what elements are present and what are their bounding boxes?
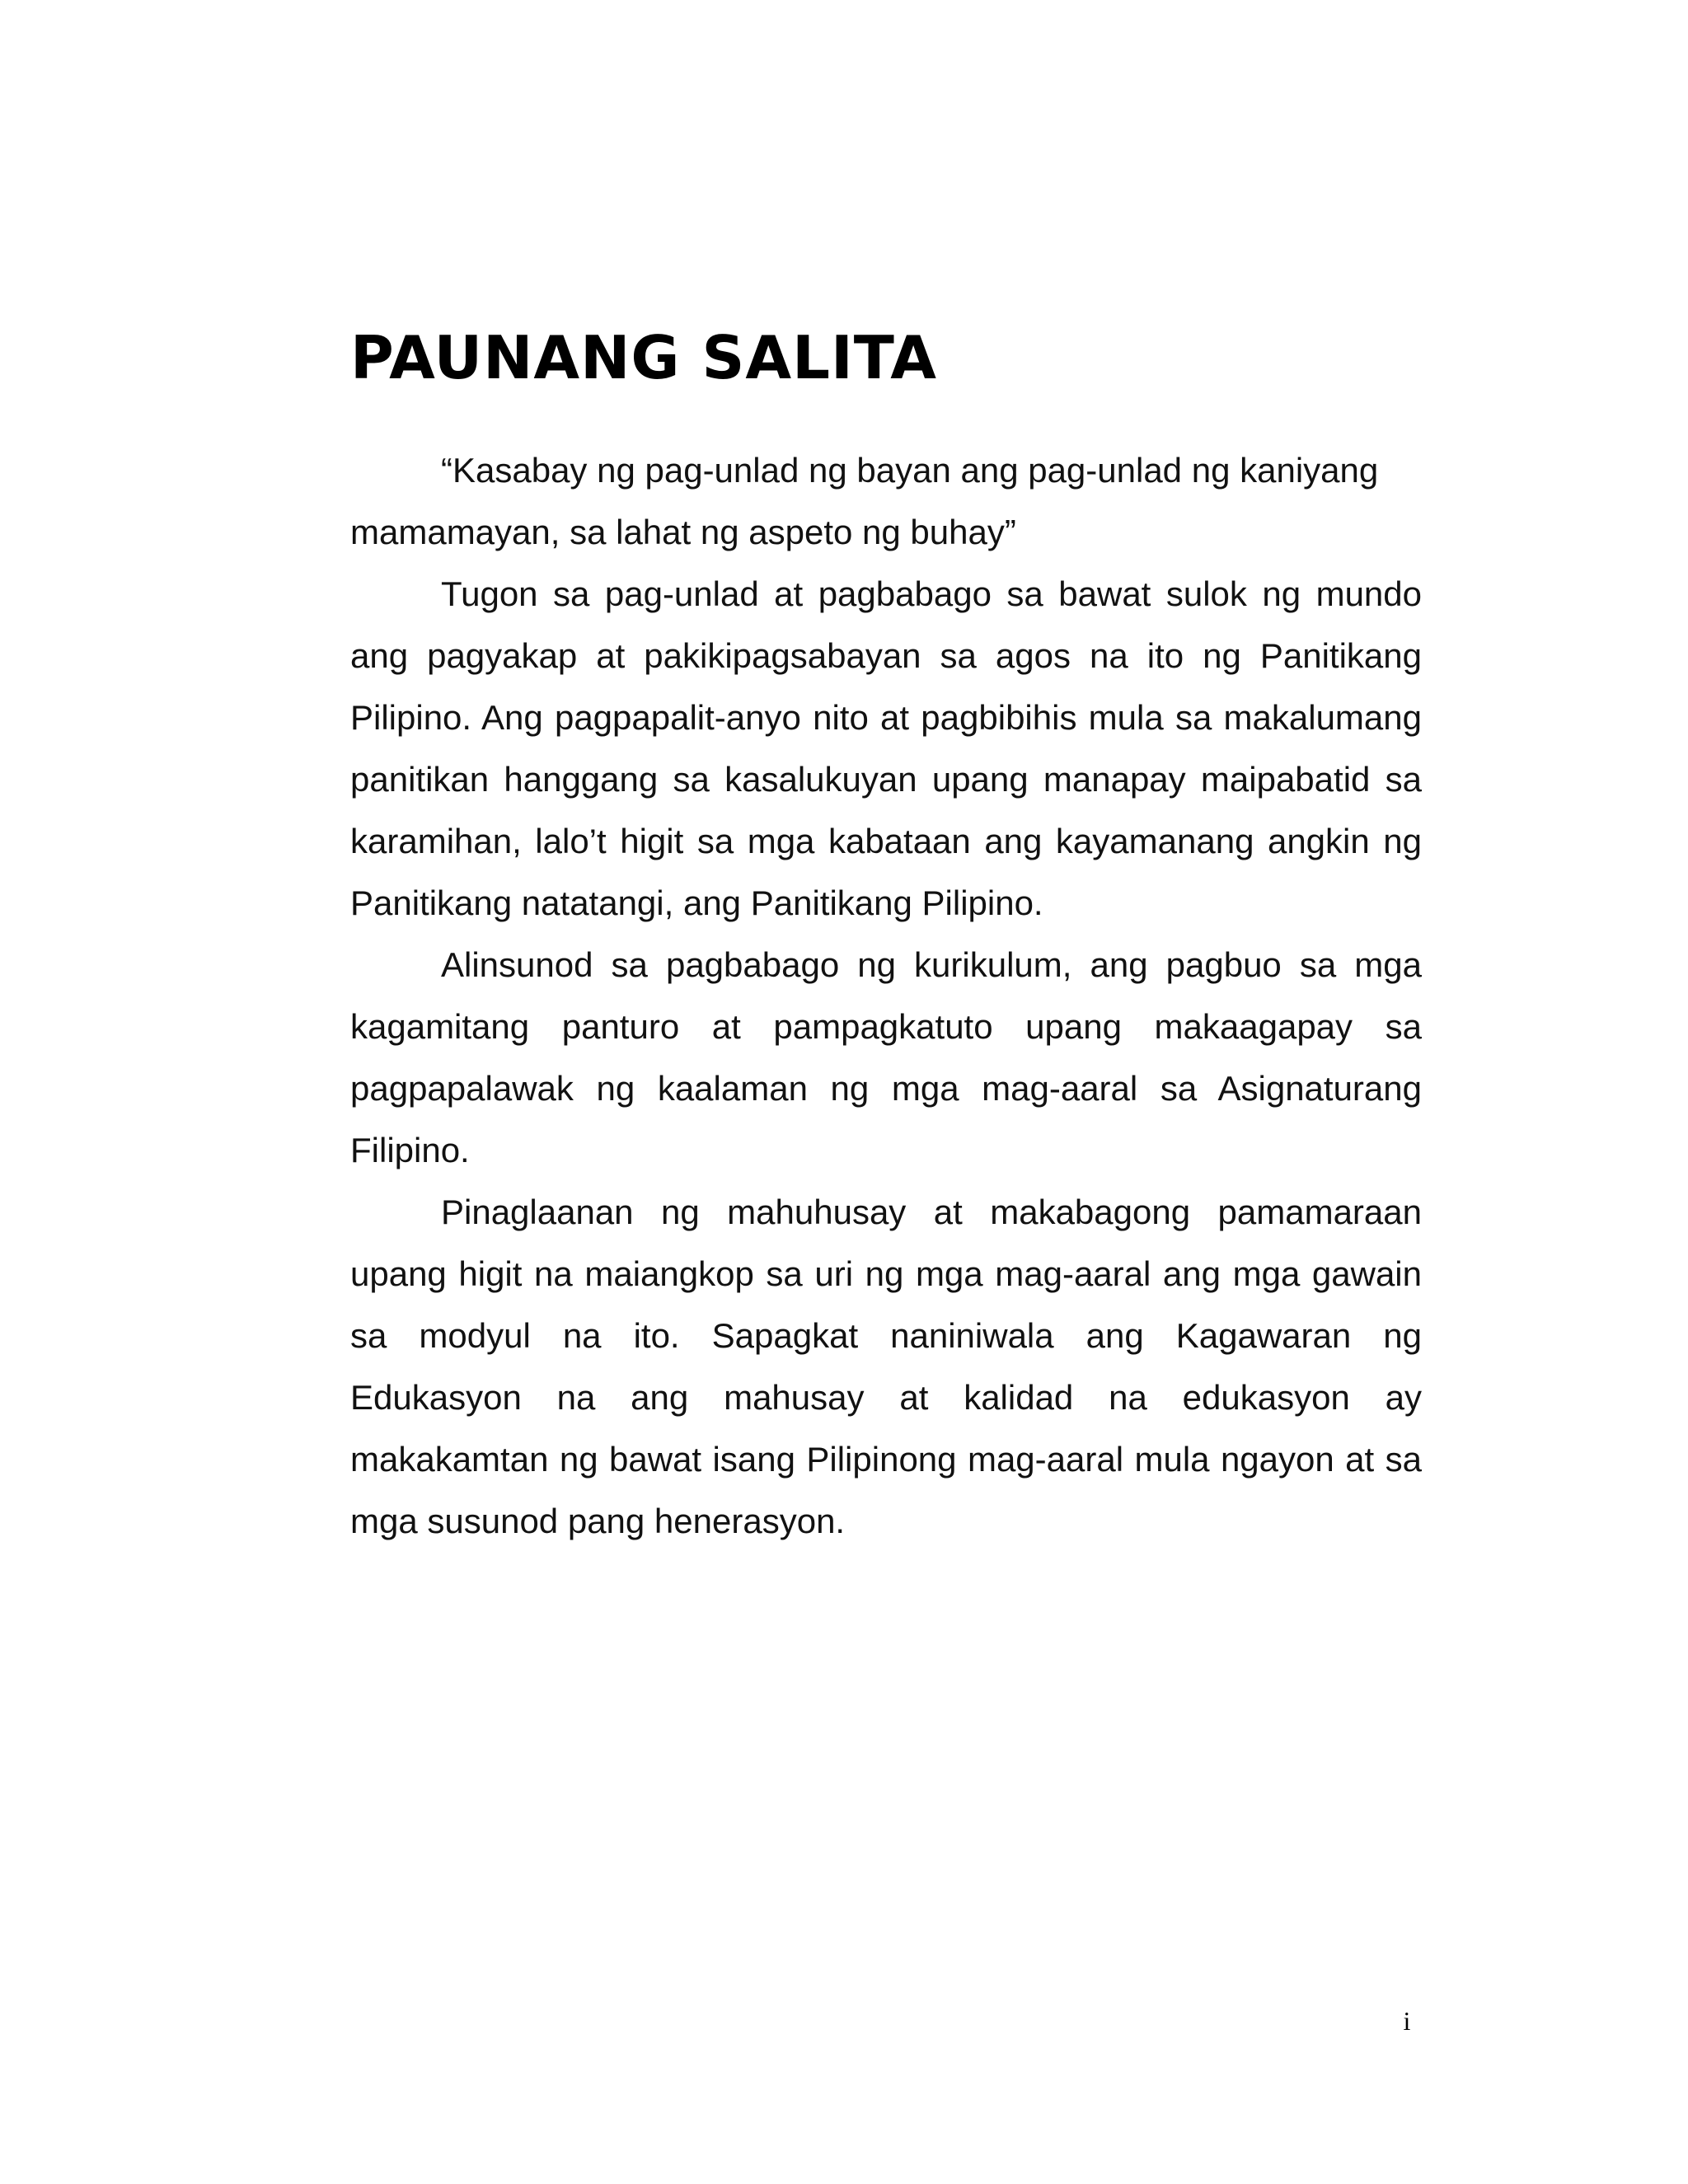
paragraph-3: Pinaglaanan ng mahuhusay at makabagong pamamaraan upang higit na maiangkop sa uri ng mga mag-aaral ang mga gawain sa modyul na ito. Sapagkat naniniwala ang Kagawaran ng Edukasyon na ang mahusay at kalidad na edukasyon ay makakamtan ng bawat isang Pilipinong mag-aaral mula ngayon at sa mga susunod pang henerasyon. xyxy=(350,1193,1422,1540)
paragraph-1: Tugon sa pag-unlad at pagbabago sa bawat sulok ng mundo ang pagyakap at pakikipagsabayan sa agos na ito ng Panitikang Pilipino. Ang pagpapalit-anyo nito at pagbibihis mula sa makalumang panitikan hanggang sa kasalukuyan upang manapay maipabatid sa karamihan, lalo’t higit sa mga kabataan ang kayamanang angkin ng Panitikang natatangi, ang Panitikang Pilipino. xyxy=(350,574,1422,922)
paragraph-quote: “Kasabay ng pag-unlad ng bayan ang pag-unlad ng kaniyang mamamayan, sa lahat ng aspeto ng buhay” xyxy=(350,451,1379,551)
preface-body xyxy=(350,439,1422,1552)
paragraph-2: Alinsunod sa pagbabago ng kurikulum, ang pagbuo sa mga kagamitang panturo at pampagkatuto upang makaagapay sa pagpapalawak ng kaalaman ng mga mag-aaral sa Asignaturang Filipino. xyxy=(350,945,1422,1169)
page-number: i xyxy=(1403,2006,1411,2036)
page-title: PAUNANG SALITA xyxy=(350,323,938,392)
